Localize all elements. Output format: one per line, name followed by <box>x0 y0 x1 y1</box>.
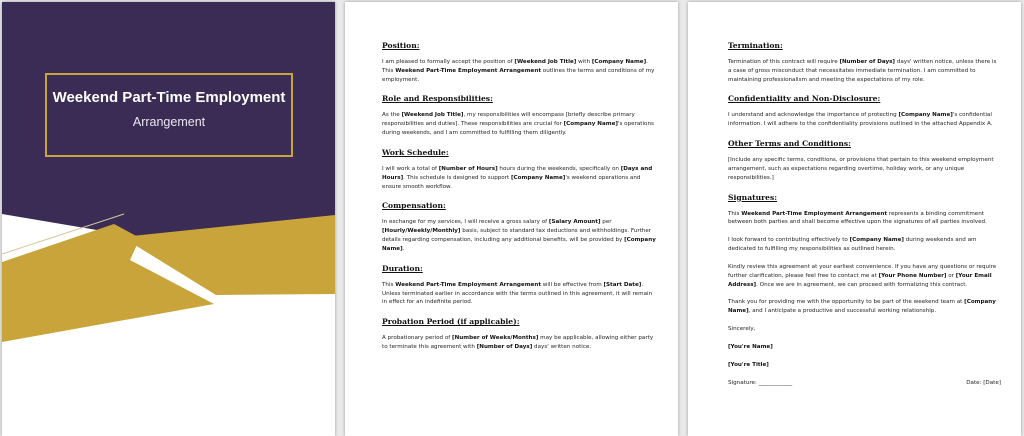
section-heading-work-schedule: Work Schedule: <box>382 147 449 157</box>
text-run: , and I anticipate a productive and successful working relationship. <box>748 308 937 315</box>
text-run: This <box>382 281 396 288</box>
signature-label: Signature: ____________ <box>728 379 793 386</box>
page-3-content <box>728 40 1001 387</box>
text-run: Termination of this contract will require <box>728 58 840 65</box>
text-run: 's operations during weekends, and I am committed to fulfilling them diligently. <box>382 121 654 137</box>
page-3-sections <box>728 40 1001 334</box>
section-body-termination <box>728 58 1001 84</box>
placeholder-field: [Company Name] <box>898 112 953 119</box>
text-run: hours during the weekends, specifically on <box>497 165 621 172</box>
placeholder-field: [Company Name] <box>511 174 566 181</box>
text-run: [Include any specific terms, conditions, or provisions that pertain to this weekend employment arrangement, such as expectations regarding overtime, holiday work, or any unique responsibilities.] <box>728 157 994 181</box>
text-run: will be effective from <box>541 281 604 288</box>
text-run: . <box>402 245 405 252</box>
placeholder-field: Weekend Part-Time Employment Arrangement <box>741 210 887 217</box>
section-body-signatures <box>728 325 1001 334</box>
placeholder-field: [Days and Hours] <box>382 165 653 181</box>
section-body-other-terms-and-conditions <box>728 156 1001 182</box>
text-run: may be applicable, allowing either party to terminate this agreement with <box>382 335 654 350</box>
placeholder-field: [Number of Days] <box>476 343 533 350</box>
placeholder-field: [Company Name] <box>563 121 618 128</box>
placeholder-field: [Hourly/Weekly/Monthly] <box>382 228 461 235</box>
section-heading-signatures: Signatures: <box>728 192 778 202</box>
section-body-probation-period-if-applicable <box>382 334 656 352</box>
signer-name: [You're Name] <box>728 343 773 350</box>
placeholder-field: [Your Email Address] <box>728 272 992 288</box>
text-run: Kindly review this agreement at your earliest convenience. If you have any questions or require further clarification, please feel free to contact me at <box>728 263 997 279</box>
cover-page <box>2 2 335 436</box>
text-run: or <box>946 272 956 279</box>
text-run: In exchange for my services, I will receive a gross salary of <box>382 219 549 226</box>
text-run: A probationary period of <box>382 335 453 342</box>
placeholder-field: [Start Date] <box>603 281 642 288</box>
placeholder-field: [Number of Days] <box>839 58 895 65</box>
section-body-compensation <box>382 218 656 253</box>
text-run: during weekends and am dedicated to fulfilling my responsibilities as outlined herein. <box>728 237 977 253</box>
section-heading-other-terms-and-conditions: Other Terms and Conditions: <box>728 139 851 149</box>
section-body-duration <box>382 281 656 307</box>
text-run: 's weekend operations and ensure smooth workflow. <box>382 174 641 190</box>
section-body-work-schedule <box>382 165 656 191</box>
text-run: outlines the terms and conditions of my employment. <box>382 67 655 83</box>
placeholder-field: [Weekend Job Title] <box>514 58 577 65</box>
placeholder-field: [Company Name] <box>849 237 904 244</box>
cover-title-box <box>45 73 293 157</box>
section-body-signatures <box>728 236 1001 254</box>
signature-row <box>728 379 1001 388</box>
section-heading-duration: Duration: <box>382 263 423 273</box>
text-run: 's confidential information. I will adhere to the confidentiality provisions outlined in the attached Appendix A. <box>728 112 993 128</box>
document-page-2 <box>345 2 678 436</box>
placeholder-field: [Your Phone Number] <box>878 272 947 279</box>
text-run: Sincerely, <box>728 326 756 333</box>
text-run: days' written notice, unless there is a case of gross misconduct that necessitates immediate termination. I am committed to maintaining professionalism and meeting the expectations of my role. <box>728 58 997 83</box>
text-run: per <box>600 219 612 226</box>
section-body-signatures <box>728 263 1001 289</box>
placeholder-field: Weekend Part-Time Employment Arrangement <box>395 67 541 74</box>
text-run: I will work a total of <box>382 165 439 172</box>
document-page-3 <box>688 2 1021 436</box>
text-run: I understand and acknowledge the importance of protecting <box>728 112 899 119</box>
text-run: with <box>576 58 592 65</box>
cover-subtitle: Arrangement <box>132 115 206 129</box>
text-run: . Unless terminated earlier in accordance with the terms outlined in this agreement, it will remain in effect for an indefinite period. <box>382 281 653 306</box>
text-run: . This schedule is designed to support <box>403 174 511 181</box>
placeholder-field: [Weekend Job Title] <box>401 112 464 119</box>
placeholder-field: [Company Name] <box>728 299 996 315</box>
cover-title: Weekend Part-Time Employment <box>52 89 286 106</box>
placeholder-field: [Company Name] <box>591 58 647 65</box>
date-label: Date: [Date] <box>966 379 1001 386</box>
section-body-position <box>382 58 656 84</box>
signer-title: [You're Title] <box>728 361 769 368</box>
text-run: represents a binding commitment between both parties and shall become effective upon the signatures of all parties involved. <box>728 210 987 226</box>
text-run: . This <box>382 58 648 74</box>
placeholder-field: [Company Name] <box>382 237 656 252</box>
section-body-confidentiality-and-non-disclosure <box>728 111 1001 129</box>
section-heading-position: Position: <box>382 41 420 50</box>
section-heading-role-and-responsibilities: Role and Responsibilities: <box>382 94 493 104</box>
placeholder-field: [Number of Weeks/Months] <box>452 335 539 342</box>
section-heading-compensation: Compensation: <box>382 201 446 211</box>
text-run: days' written notice. <box>532 343 592 350</box>
section-body-signatures <box>728 210 1001 228</box>
section-heading-confidentiality-and-non-disclosure: Confidentiality and Non-Disclosure: <box>728 94 881 104</box>
text-run: . Once we are in agreement, we can proceed with formalizing this contract. <box>756 281 968 288</box>
cover-graphic <box>2 2 335 436</box>
text-run: , my responsibilities will encompass [briefly describe primary responsibilities and duties]. These responsibilities are crucial for <box>382 112 635 128</box>
text-run: I am pleased to formally accept the position of <box>382 58 515 65</box>
placeholder-field: Weekend Part-Time Employment Arrangement <box>395 281 541 288</box>
placeholder-field: [Salary Amount] <box>548 219 601 226</box>
text-run: This <box>728 210 742 217</box>
section-heading-termination: Termination: <box>728 41 783 50</box>
section-body-signatures <box>728 298 1001 316</box>
text-run: As the <box>382 112 402 119</box>
section-heading-probation-period-if-applicable: Probation Period (if applicable): <box>382 317 520 327</box>
text-run: basis, subject to standard tax deductions and withholdings. Further details regarding compensation, including any additional benefits, will be provided by <box>382 228 652 244</box>
text-run: Thank you for providing me with the opportunity to be part of the weekend team at <box>728 299 965 306</box>
placeholder-field: [Number of Hours] <box>438 165 498 172</box>
page-2-content <box>382 40 656 361</box>
text-run: I look forward to contributing effectively to <box>728 237 850 244</box>
section-body-role-and-responsibilities <box>382 111 656 137</box>
